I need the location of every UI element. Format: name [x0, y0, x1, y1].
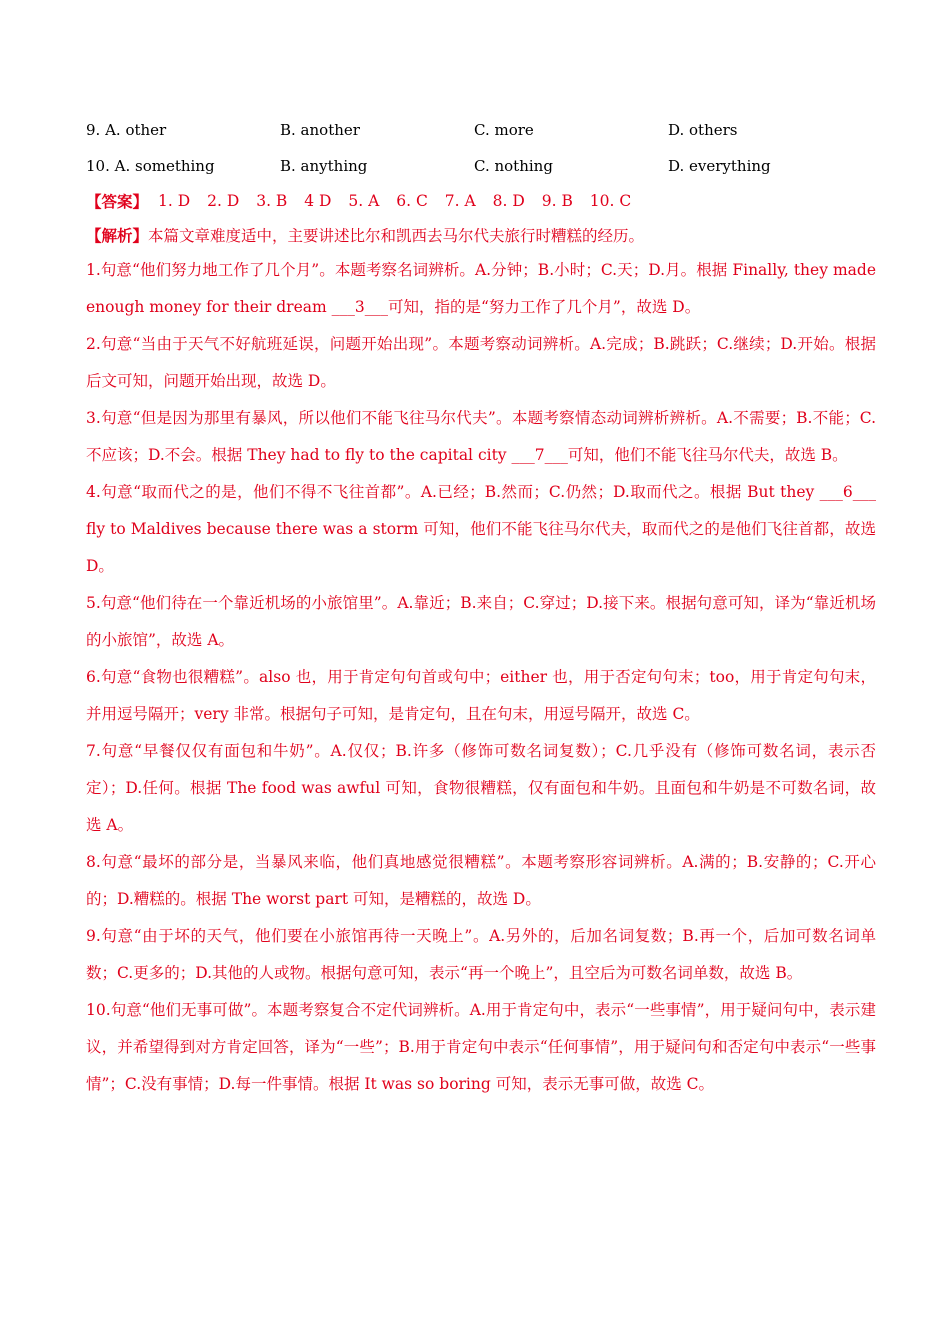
option-10b: B. anything	[280, 157, 368, 175]
explanation-1: 1.句意“他们努力地工作了几个月”。本题考察名词辨析。A.分钟；B.小时；C.天；D.月。根据 Finally, they made enough money for their dream ___3___可知，指的是“努力工作了几个月”，故选 D。	[86, 261, 876, 316]
option-10a: 10. A. something	[86, 157, 215, 175]
answer-item: 10. C	[589, 192, 632, 210]
option-9d: D. others	[668, 121, 738, 139]
analysis-intro-text: 本篇文章难度适中，主要讲述比尔和凯西去马尔代夫旅行时糟糕的经历。	[148, 227, 645, 245]
option-10c: C. nothing	[474, 157, 553, 175]
question-9-options	[86, 112, 876, 148]
answer-item: 4 D	[304, 192, 332, 210]
option-10d: D. everything	[668, 157, 771, 175]
explanation-7: 7.句意“早餐仅仅有面包和牛奶”。A.仅仅；B.许多（修饰可数名词复数）；C.几乎没有（修饰可数名词，表示否定）；D.任何。根据 The food was awful 可知，食物很糟糕，仅有面包和牛奶。且面包和牛奶是不可数名词，故选 A。	[86, 742, 876, 834]
analysis-label: 【解析】	[86, 226, 149, 245]
answer-item: 3. B	[256, 192, 288, 210]
explanation-2: 2.句意“当由于天气不好航班延误，问题开始出现”。本题考察动词辨析。A.完成；B.跳跃；C.继续；D.开始。根据后文可知，问题开始出现，故选 D。	[86, 335, 876, 390]
answer-item: 5. A	[348, 192, 380, 210]
option-9c: C. more	[474, 121, 534, 139]
explanation-8: 8.句意“最坏的部分是，当暴风来临，他们真地感觉很糟糕”。本题考察形容词辨析。A.满的；B.安静的；C.开心的；D.糟糕的。根据 The worst part 可知，是糟糕的，故选 D。	[86, 853, 876, 908]
explanation-5: 5.句意“他们待在一个靠近机场的小旅馆里”。A.靠近；B.来自；C.穿过；D.接下来。根据句意可知，译为“靠近机场的小旅馆”，故选 A。	[86, 594, 876, 649]
option-9a: 9. A. other	[86, 121, 167, 139]
answer-item: 2. D	[207, 192, 240, 210]
answer-item: 6. C	[396, 192, 428, 210]
option-9b: B. another	[280, 121, 360, 139]
explanation-6: 6.句意“食物也很糟糕”。also 也，用于肯定句句首或句中；either 也，用于否定句句末；too，用于肯定句句末，并用逗号隔开；very 非常。根据句子可知，是肯定句，且在句末，用逗号隔开，故选 C。	[86, 668, 876, 723]
analysis-intro	[86, 218, 876, 252]
explanation-10: 10.句意“他们无事可做”。本题考察复合不定代词辨析。A.用于肯定句中，表示“一些事情”，用于疑问句中，表示建议，并希望得到对方肯定回答，译为“一些”；B.用于肯定句中表示“任何事情”，用于疑问句和否定句中表示“一些事情”；C.没有事情；D.每一件事情。根据 It was so boring 可知，表示无事可做，故选 C。	[86, 1001, 876, 1093]
answer-item: 7. A	[444, 192, 476, 210]
answer-label: 【答案】	[86, 192, 149, 211]
document-page	[86, 112, 876, 1103]
answer-item: 8. D	[492, 192, 525, 210]
answer-items	[158, 192, 643, 210]
answer-key	[86, 184, 876, 218]
explanation-4: 4.句意“取而代之的是，他们不得不飞往首都”。A.已经；B.然而；C.仍然；D.取而代之。根据 But they ___6___ fly to Maldives because there was a storm 可知，他们不能飞往马尔代夫，取而代之的是他们飞往首都，故选 D。	[86, 483, 876, 575]
question-10-options	[86, 148, 876, 184]
answer-item: 1. D	[158, 192, 191, 210]
explanation-9: 9.句意“由于坏的天气，他们要在小旅馆再待一天晚上”。A.另外的，后加名词复数；B.再一个，后加可数名词单数；C.更多的；D.其他的人或物。根据句意可知，表示“再一个晚上”，且空后为可数名词单数，故选 B。	[86, 927, 876, 982]
explanation-3: 3.句意“但是因为那里有暴风，所以他们不能飞往马尔代夫”。本题考察情态动词辨析辨析。A.不需要；B.不能；C.不应该；D.不会。根据 They had to fly to the capital city ___7___可知，他们不能飞往马尔代夫，故选 B。	[86, 409, 876, 464]
answer-item: 9. B	[541, 192, 573, 210]
